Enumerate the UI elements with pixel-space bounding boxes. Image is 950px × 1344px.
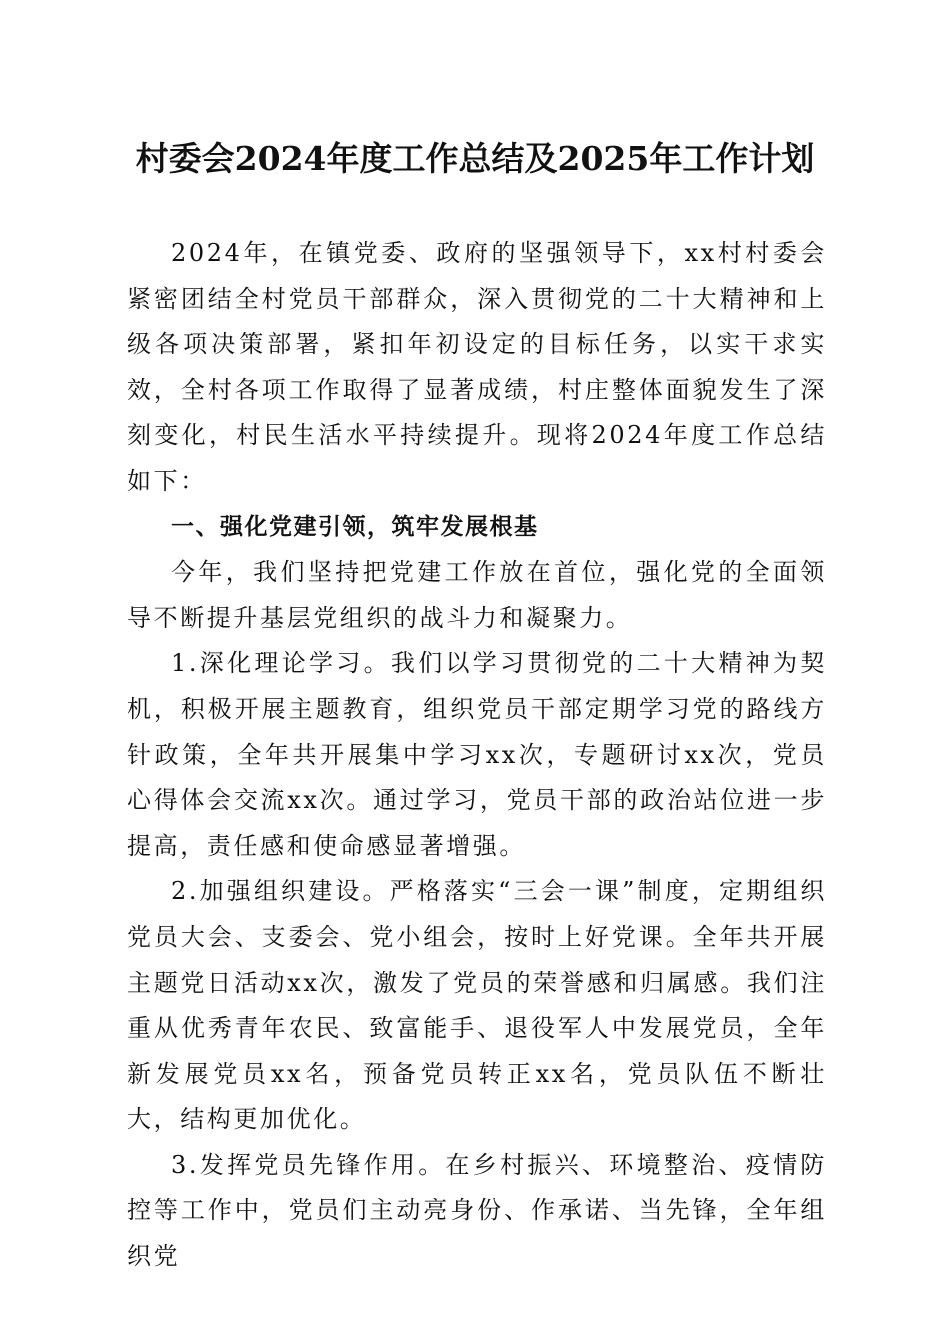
section-heading-1: 一、强化党建引领，筑牢发展根基 bbox=[171, 513, 539, 540]
document-body bbox=[127, 231, 827, 1280]
item-1-paragraph: 1.深化理论学习。我们以学习贯彻党的二十大精神为契机，积极开展主题教育，组织党员干部定期学习党的路线方针政策，全年共开展集中学习xx次，专题研讨xx次，党员心得体会交流xx次。通过学习，党员干部的政治站位进一步提高，责任感和使命感显著增强。 bbox=[127, 649, 827, 860]
document-title: 村委会2024年度工作总结及2025年工作计划 bbox=[135, 139, 815, 178]
intro-paragraph: 2024年，在镇党委、政府的坚强领导下，xx村村委会紧密团结全村党员干部群众，深入贯彻党的二十大精神和上级各项决策部署，紧扣年初设定的目标任务，以实干求实效，全村各项工作取得了显著成绩，村庄整体面貌发生了深刻变化，村民生活水平持续提升。现将2024年度工作总结如下： bbox=[127, 239, 827, 495]
item-3-paragraph: 3.发挥党员先锋作用。在乡村振兴、环境整治、疫情防控等工作中，党员们主动亮身份、作承诺、当先锋，全年组织党 bbox=[127, 1150, 827, 1271]
item-2-paragraph: 2.加强组织建设。严格落实“三会一课”制度，定期组织党员大会、支委会、党小组会，按时上好党课。全年共开展主题党日活动xx次，激发了党员的荣誉感和归属感。我们注重从优秀青年农民、致富能手、退役军人中发展党员，全年新发展党员xx名，预备党员转正xx名，党员队伍不断壮大，结构更加优化。 bbox=[127, 877, 827, 1134]
section-1-intro-paragraph: 今年，我们坚持把党建工作放在首位，强化党的全面领导不断提升基层党组织的战斗力和凝聚力。 bbox=[127, 558, 827, 632]
